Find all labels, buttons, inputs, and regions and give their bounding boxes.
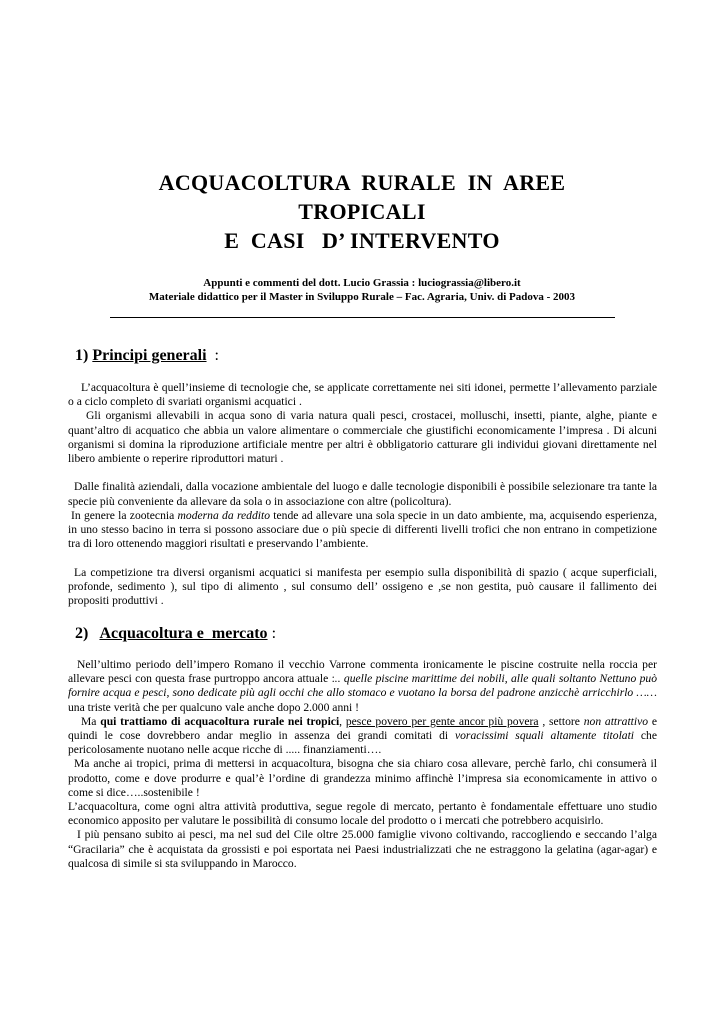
section-1-body: [68, 381, 657, 608]
section-2-colon: :: [267, 625, 277, 642]
course-line: Materiale didattico per il Master in Sviluppo Rurale – Fac. Agraria, Univ. di Padova - 2003: [148, 291, 576, 303]
paragraph: L’acquacoltura è quell’insieme di tecnologie che, se applicate correttamente nei siti idonei, permette l’allevamento parziale o a ciclo completo di svariati organismi acquatici .: [68, 381, 657, 409]
title-line-2: TROPICALI: [298, 199, 426, 224]
section-2-heading: [75, 624, 276, 644]
title-line-1: ACQUACOLTURA RURALE IN AREE: [158, 170, 566, 195]
section-1-title: Principi generali: [92, 347, 207, 364]
paragraph: La competizione tra diversi organismi acquatici si manifesta per esempio sulla disponibilità di spazio ( acque superficiali, profonde, sedimento ), sul tipo di alimento , sul consumo dell’ ossigeno e ,se non gestita, può causare il fallimento dei propositi produttivi .: [68, 565, 657, 608]
section-1-heading: [75, 346, 219, 366]
paragraph: L’acquacoltura, come ogni altra attività produttiva, segue regole di mercato, pertanto è fondamentale effettuare uno studio economico apposito per valutare le possibilità di consumo locale del prodotto o i mercati che potrebbero acquisirlo.: [68, 800, 657, 828]
section-2-number: 2): [75, 625, 100, 642]
paragraph: Gli organismi allevabili in acqua sono di varia natura quali pesci, crostacei, molluschi, insetti, piante, alghe, piante e quant’altro di acquatico che abbia un valore alimentare o commerciale che giustifichi economicamente l’impresa . Di alcuni organismi si domina la riproduzione artificiale mentre per altri è obbligatorio catturare gli individui giovani direttamente nel libero ambiente o reperire riproduttori maturi .: [68, 409, 657, 466]
paragraph: Nell’ultimo periodo dell’impero Romano il vecchio Varrone commenta ironicamente le piscine costruite nella roccia per allevare pesci con questa frase purtroppo ancora attuale :.. quelle piscine marittime dei nobili, alle quali soltanto Nettuno può fornire acqua e pesci, sono dedicate più agli occhi che allo stomaco e vuotano la borsa del padrone anzicchè arricchirlo ……una triste verità che per qualcuno vale anche dopo 2.000 anni !: [68, 658, 657, 714]
header-divider: [110, 317, 615, 318]
document-title: [0, 168, 724, 255]
paragraph: Ma anche ai tropici, prima di mettersi in acquacoltura, bisogna che sia chiaro cosa allevare, perchè farlo, chi consumerà il prodotto, come e dove produrre e qual’è l’ordine di grandezza minimo affinchè l’impresa sia economicamente in attivo o come si dice…..sostenibile !: [68, 757, 657, 799]
author-block: [0, 276, 724, 304]
title-line-3: E CASI D’ INTERVENTO: [224, 228, 500, 253]
paragraph: In genere la zootecnia moderna da reddito tende ad allevare una sola specie in un dato ambiente, ma, acquisendo esperienza, in uno stesso bacino in terra si possono associare due o più specie di differenti livelli trofici che non entrano in competizione tra di loro ottenendo maggiori risultati e preservando l’ambiente.: [68, 508, 657, 551]
section-2-title: Acquacoltura e mercato: [99, 625, 268, 642]
section-1-colon: :: [206, 347, 219, 364]
section-1-number: 1): [75, 347, 93, 364]
author-line: Appunti e commenti del dott. Lucio Grassia : luciograssia@libero.it: [203, 277, 521, 289]
paragraph: Ma qui trattiamo di acquacoltura rurale nei tropici, pesce povero per gente ancor più povera , settore non attrattivo e quindi le cose dovrebbero andar meglio in assenza dei grandi comitati di voracissimi squali altamente titolati che pericolosamente nuotano nelle acque ricche di ..... finanziamenti….: [68, 714, 657, 757]
section-2-body: [68, 658, 657, 871]
paragraph: Dalle finalità aziendali, dalla vocazione ambientale del luogo e dalle tecnologie disponibili è possibile selezionare tra tante la specie più conveniente da allevare da sola o in associazione con altre (policoltura).: [68, 480, 657, 508]
paragraph: I più pensano subito ai pesci, ma nel sud del Cile oltre 25.000 famiglie vivono coltivando, raccogliendo e seccando l’alga “Gracilaria” che è acquistata da grossisti e poi esportata nei Paesi industrializzati che ne estraggono la gelatina (agar-agar) e qualcosa di simile si sta sviluppando in Marocco.: [68, 828, 657, 870]
